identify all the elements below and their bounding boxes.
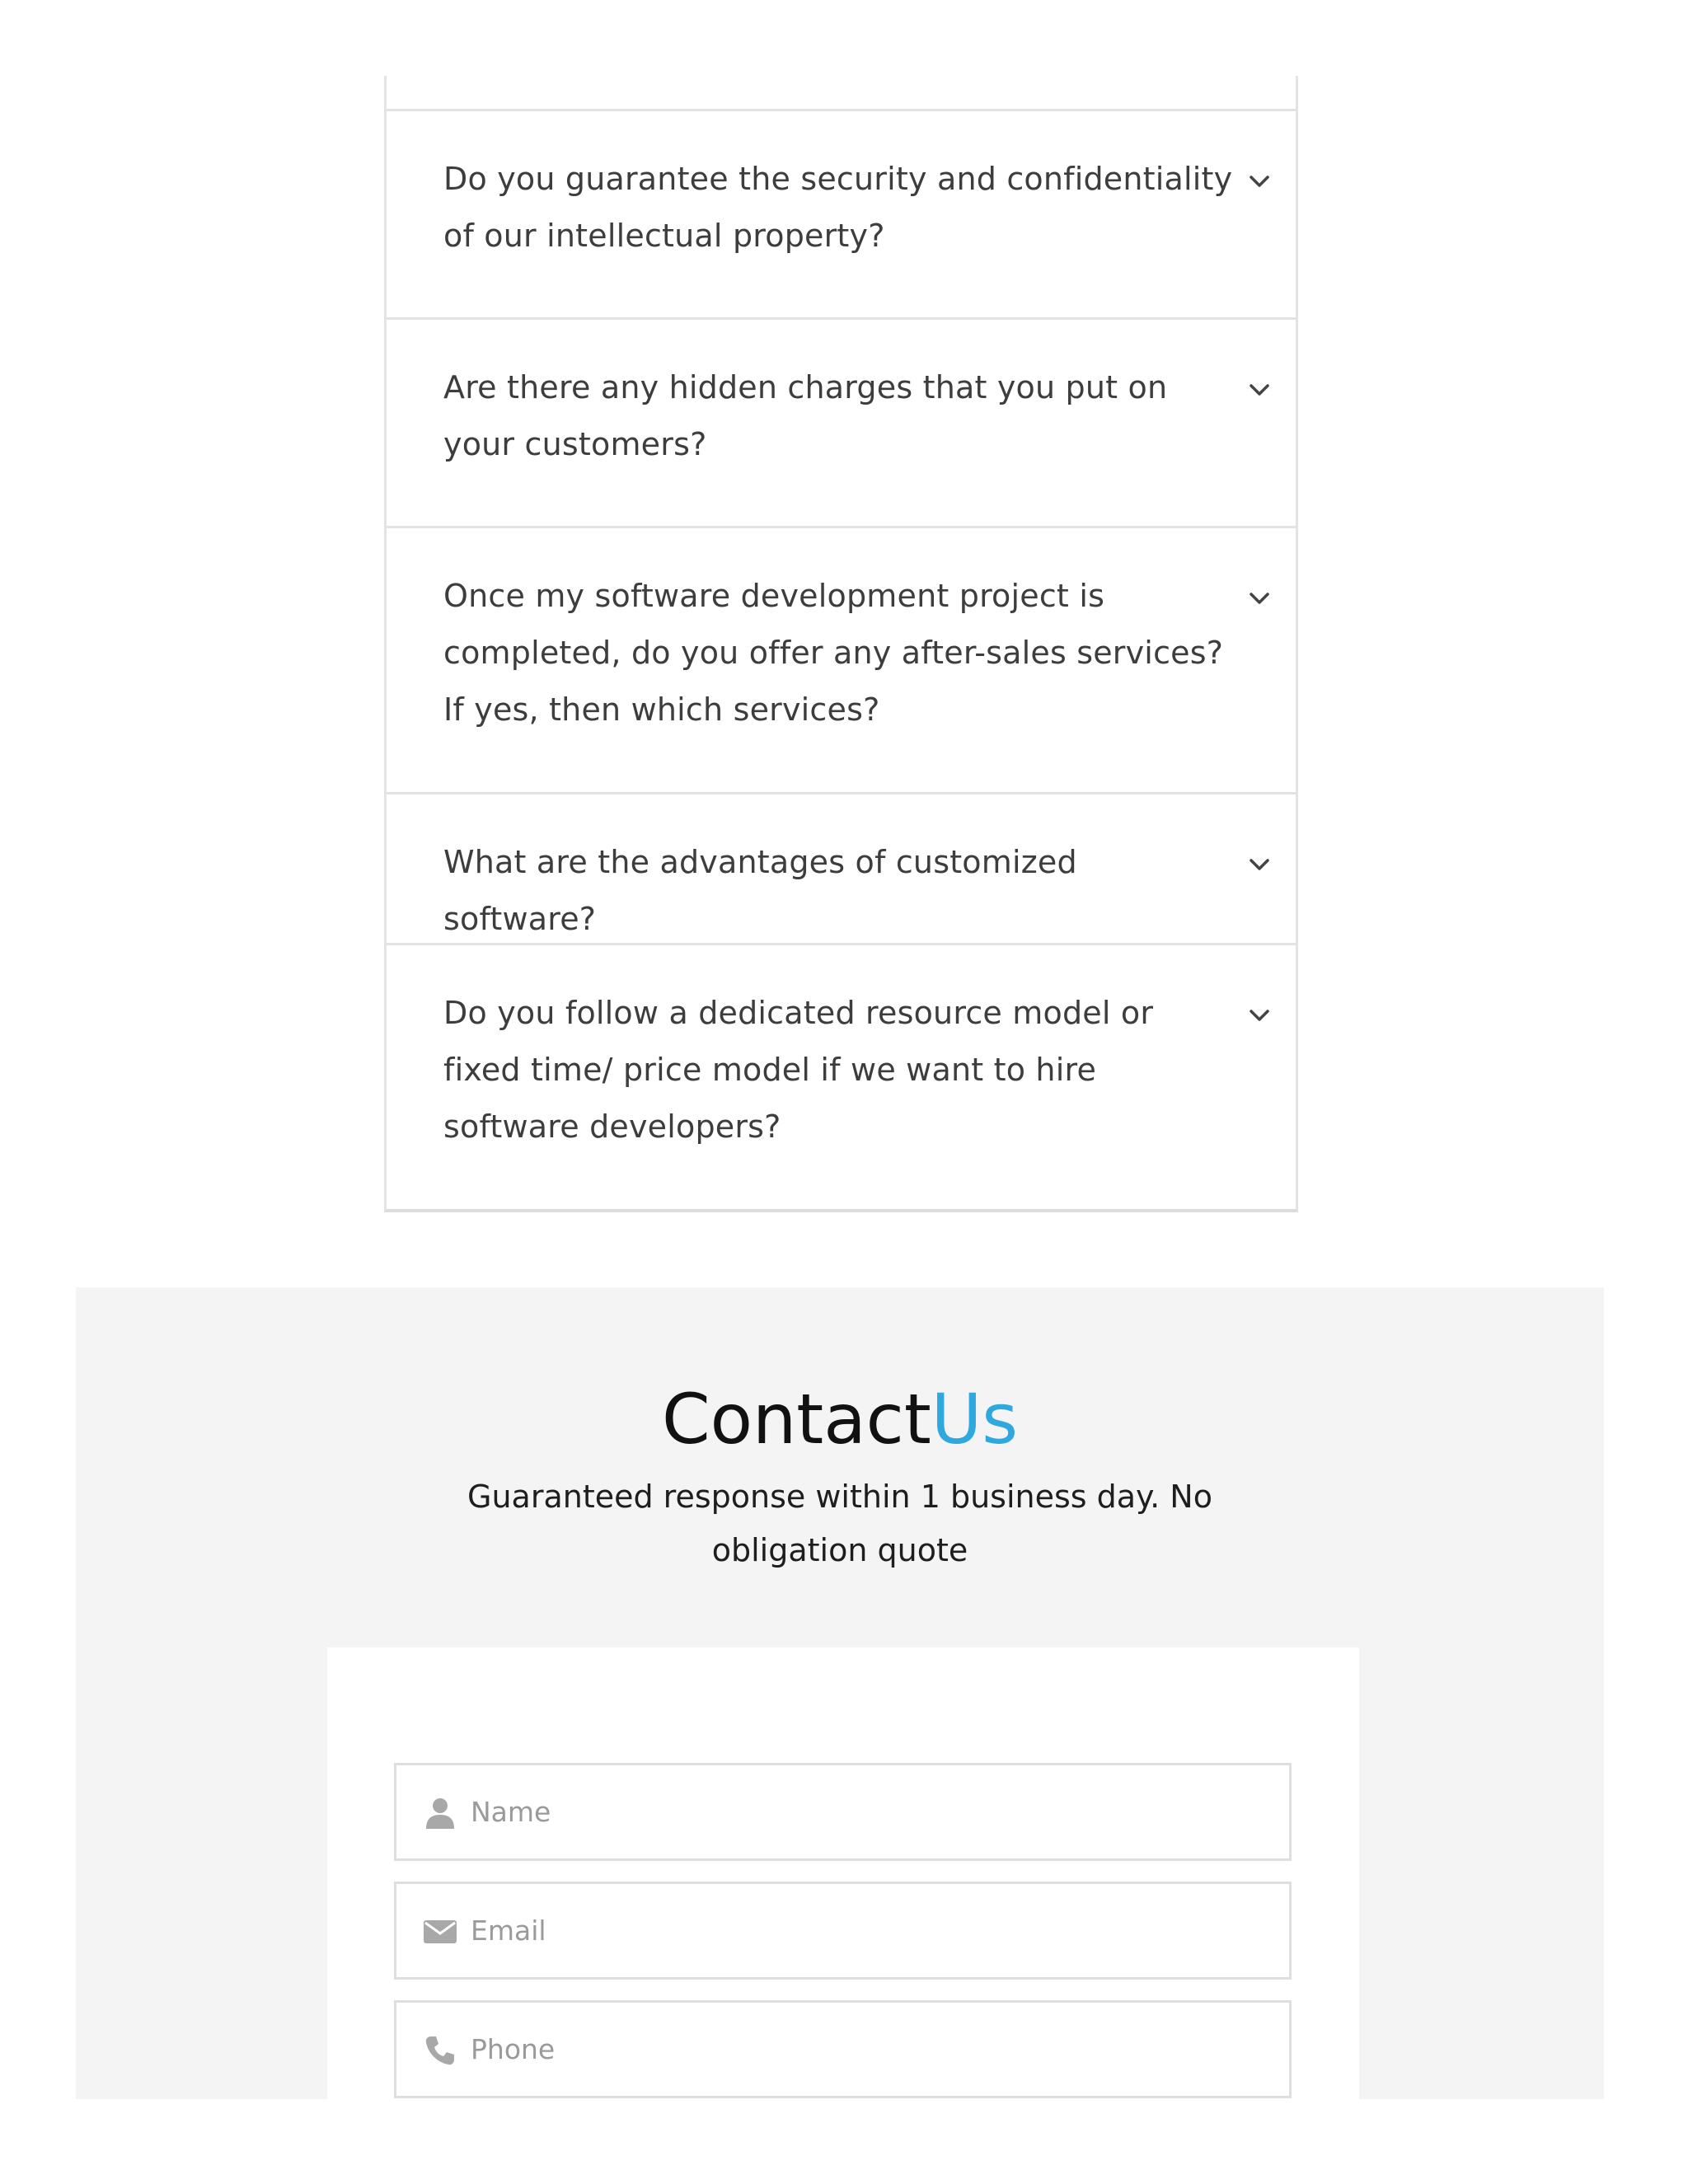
faq-accordion [384,76,1298,1212]
faq-item[interactable] [387,528,1296,794]
phone-icon [424,2034,457,2067]
faq-item[interactable] [387,111,1296,320]
faq-previous-item-edge [387,76,1296,111]
envelope-icon [424,1915,457,1948]
contact-title-accent: Us [931,1379,1019,1460]
user-icon [424,1797,457,1830]
chevron-down-icon[interactable] [1249,857,1270,872]
faq-item[interactable] [387,320,1296,528]
name-field[interactable] [394,1763,1292,1861]
email-field[interactable] [394,1882,1292,1980]
contact-form [327,1647,1359,2099]
faq-item[interactable] [387,945,1296,1209]
faq-item[interactable] [387,794,1296,945]
faq-question: Once my software development project is completed, do you offer any after-sales services? If yes, then which services? [443,578,1224,728]
faq-question: What are the advantages of customized software? [443,844,1077,937]
phone-input[interactable] [471,2003,1262,2096]
faq-question: Do you follow a dedicated resource model or fixed time/ price model if we want to hire software developers? [443,995,1154,1145]
contact-title [76,1378,1604,1460]
contact-title-main: Contact [661,1379,931,1460]
name-input[interactable] [471,1765,1262,1858]
phone-field[interactable] [394,2000,1292,2098]
chevron-down-icon[interactable] [1249,1008,1270,1023]
faq-question: Are there any hidden charges that you put on your customers? [443,369,1168,462]
faq-question: Do you guarantee the security and confidentiality of our intellectual property? [443,161,1233,254]
email-input[interactable] [471,1884,1262,1977]
contact-subtitle: Guaranteed response within 1 business day. No obligation quote [467,1479,1212,1568]
chevron-down-icon[interactable] [1249,174,1270,189]
chevron-down-icon[interactable] [1249,591,1270,606]
contact-section [76,1287,1604,2099]
chevron-down-icon[interactable] [1249,382,1270,397]
